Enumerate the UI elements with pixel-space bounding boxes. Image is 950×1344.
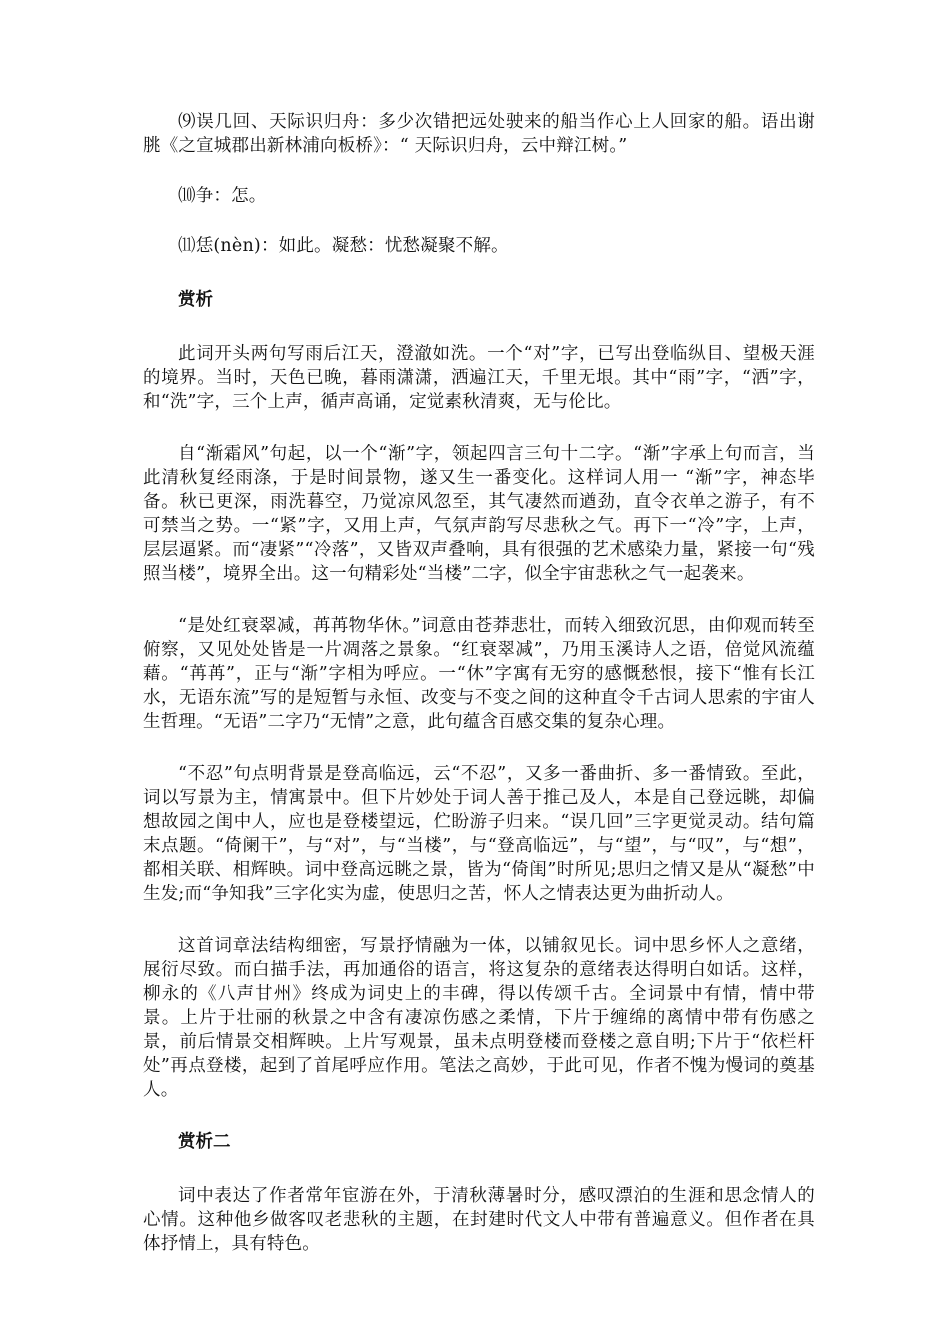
footnote-11: ⑾恁(nèn)：如此。凝愁：忧愁凝聚不解。 xyxy=(178,236,509,256)
document-page xyxy=(143,110,815,1284)
appreciation-paragraph-2: 自“渐霜风”句起，以一个“渐”字，领起四言三句十二字。“渐”字承上句而言，当此清秋复经雨涤，于是时间景物，遂又生一番变化。这样词人用一 “渐”字，神态毕备。秋已更深，雨洗暮空，乃觉凉风忽至，其气凄然而遒劲，直令衣单之游子，有不可禁当之势。一“紧”字，又用上声，气氛声韵写尽悲秋之气。再下一“冷”字，上声，层层逼紧。而“凄紧”“冷落”，又皆双声叠响，具有很强的艺术感染力量，紧接一句“残照当楼”，境界全出。这一句精彩处“当楼”二字，似全宇宙悲秋之气一起袭来。 xyxy=(143,444,815,584)
appreciation-paragraph-4: “不忍”句点明背景是登高临远，云“不忍”，又多一番曲折、多一番情致。至此，词以写景为主，情寓景中。但下片妙处于词人善于推己及人，本是自己登远眺，却偏想故园之闺中人，应也是登楼望远，伫盼游子归来。“误几回”三字更觉灵动。结句篇末点题。“倚阑干”，与“对”，与“当楼”，与“登高临远”，与“望”，与“叹”，与“想”，都相关联、相辉映。词中登高远眺之景，皆为“倚闺”时所见;思归之情又是从“凝愁”中生发;而“争知我”三字化实为虚，使思归之苦，怀人之情表达更为曲折动人。 xyxy=(143,764,815,904)
appreciation-paragraph-5: 这首词章法结构细密，写景抒情融为一体，以铺叙见长。词中思乡怀人之意绪，展衍尽致。而白描手法，再加通俗的语言，将这复杂的意绪表达得明白如话。这样，柳永的《八声甘州》终成为词史上的丰碑，得以传颂千古。全词景中有情，情中带景。上片于壮丽的秋景之中含有凄凉伤感之柔情，下片于缠绵的离情中带有伤感之景，前后情景交相辉映。上片写观景，虽未点明登楼而登楼之意自明;下片于“依栏杆处”再点登楼，起到了首尾呼应作用。笔法之高妙，于此可见，作者不愧为慢词的奠基人。 xyxy=(143,936,815,1100)
appreciation-paragraph-1: 此词开头两句写雨后江天，澄澈如洗。一个“对”字，已写出登临纵目、望极天涯的境界。当时，天色已晚，暮雨潇潇，洒遍江天，千里无垠。其中“雨”字，“洒”字，和“洗”字，三个上声，循声高诵，定觉素秋清爽，无与伦比。 xyxy=(143,344,815,412)
appreciation-two-paragraph-1: 词中表达了作者常年宦游在外，于清秋薄暑时分，感叹漂泊的生涯和思念情人的心情。这种他乡做客叹老悲秋的主题，在封建时代文人中带有普遍意义。但作者在具体抒情上，具有特色。 xyxy=(143,1186,815,1254)
footnote-9: ⑼误几回、天际识归舟：多少次错把远处驶来的船当作心上人回家的船。语出谢朓《之宣城郡出新林浦向板桥》：“ 天际识归舟，云中辩江树。” xyxy=(143,112,815,156)
footnote-10: ⑽争：怎。 xyxy=(178,186,267,206)
section-heading-appreciation-two: 赏析二 xyxy=(178,1132,231,1152)
appreciation-paragraph-3: “是处红衰翠减，苒苒物华休。”词意由苍莽悲壮，而转入细致沉思，由仰观而转至俯察，又见处处皆是一片凋落之景象。“红衰翠减”，乃用玉溪诗人之语，倍觉风流蕴藉。“苒苒”，正与“渐”字相为呼应。一“休”字寓有无穷的感慨愁恨，接下“惟有长江水，无语东流”写的是短暂与永恒、改变与不变之间的这种直令千古词人思索的宇宙人生哲理。“无语”二字乃“无情”之意，此句蕴含百感交集的复杂心理。 xyxy=(143,616,815,732)
section-heading-appreciation: 赏析 xyxy=(178,290,213,310)
